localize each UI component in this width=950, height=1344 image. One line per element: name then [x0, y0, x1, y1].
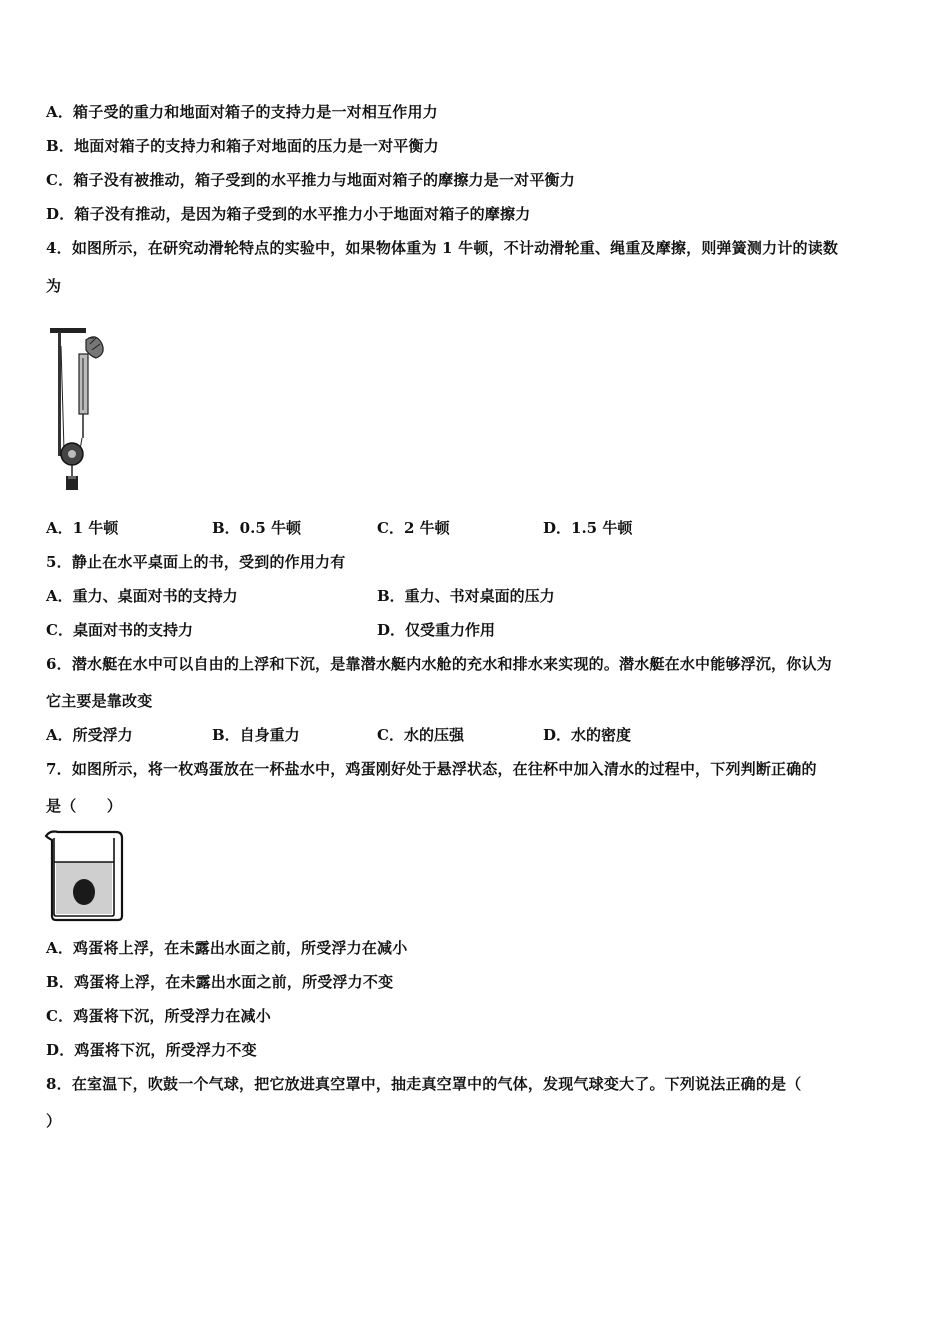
q3-option-d: D．箱子没有推动，是因为箱子受到的水平推力小于地面对箱子的摩擦力: [46, 205, 531, 223]
q6-stem-line1: 6．潜水艇在水中可以自由的上浮和下沉，是靠潜水艇内水舱的充水和排水来实现的。潜水艇在水中能够浮沉，你认为: [46, 655, 832, 673]
q8-stem-line2: ）: [46, 1112, 62, 1130]
q5-stem: 5．静止在水平桌面上的书，受到的作用力有: [46, 553, 346, 571]
q5-option-c: C．桌面对书的支持力: [46, 621, 193, 639]
q6-option-c: C．水的压强: [377, 726, 464, 744]
q8-stem-line1: 8．在室温下，吹鼓一个气球，把它放进真空罩中，抽走真空罩中的气体，发现气球变大了。下列说法正确的是（: [46, 1075, 802, 1093]
q4-option-d: D．1.5 牛顿: [543, 519, 633, 537]
q5-option-d: D．仅受重力作用: [377, 621, 496, 639]
q4-stem-line2: 为: [46, 277, 62, 295]
q6-option-a: A．所受浮力: [46, 726, 133, 744]
beaker-egg-figure: [44, 830, 124, 922]
q5-option-b: B．重力、书对桌面的压力: [377, 587, 555, 605]
q6-stem-line2: 它主要是靠改变: [46, 692, 153, 710]
q4-option-c: C．2 牛顿: [377, 519, 450, 537]
q7-option-c: C．鸡蛋将下沉，所受浮力在减小: [46, 1007, 271, 1025]
q4-option-b: B．0.5 牛顿: [212, 519, 301, 537]
q7-option-a: A．鸡蛋将上浮，在未露出水面之前，所受浮力在减小: [46, 939, 408, 957]
pulley-spring-scale-figure: [50, 326, 114, 496]
q3-option-a: A．箱子受的重力和地面对箱子的支持力是一对相互作用力: [46, 103, 438, 121]
q7-option-b: B．鸡蛋将上浮，在未露出水面之前，所受浮力不变: [46, 973, 394, 991]
q4-stem-line1: 4．如图所示，在研究动滑轮特点的实验中，如果物体重为 1 牛顿，不计动滑轮重、绳重及摩擦，则弹簧测力计的读数: [46, 239, 839, 257]
q7-option-d: D．鸡蛋将下沉，所受浮力不变: [46, 1041, 257, 1059]
q6-option-d: D．水的密度: [543, 726, 632, 744]
q4-option-a: A．1 牛顿: [46, 519, 119, 537]
q3-option-c: C．箱子没有被推动，箱子受到的水平推力与地面对箱子的摩擦力是一对平衡力: [46, 171, 575, 189]
q6-option-b: B．自身重力: [212, 726, 300, 744]
q7-stem-line2: 是（ ）: [46, 797, 123, 815]
q5-option-a: A．重力、桌面对书的支持力: [46, 587, 238, 605]
q3-option-b: B．地面对箱子的支持力和箱子对地面的压力是一对平衡力: [46, 137, 439, 155]
q7-stem-line1: 7．如图所示，将一枚鸡蛋放在一杯盐水中，鸡蛋刚好处于悬浮状态，在往杯中加入清水的过程中，下列判断正确的: [46, 760, 817, 778]
